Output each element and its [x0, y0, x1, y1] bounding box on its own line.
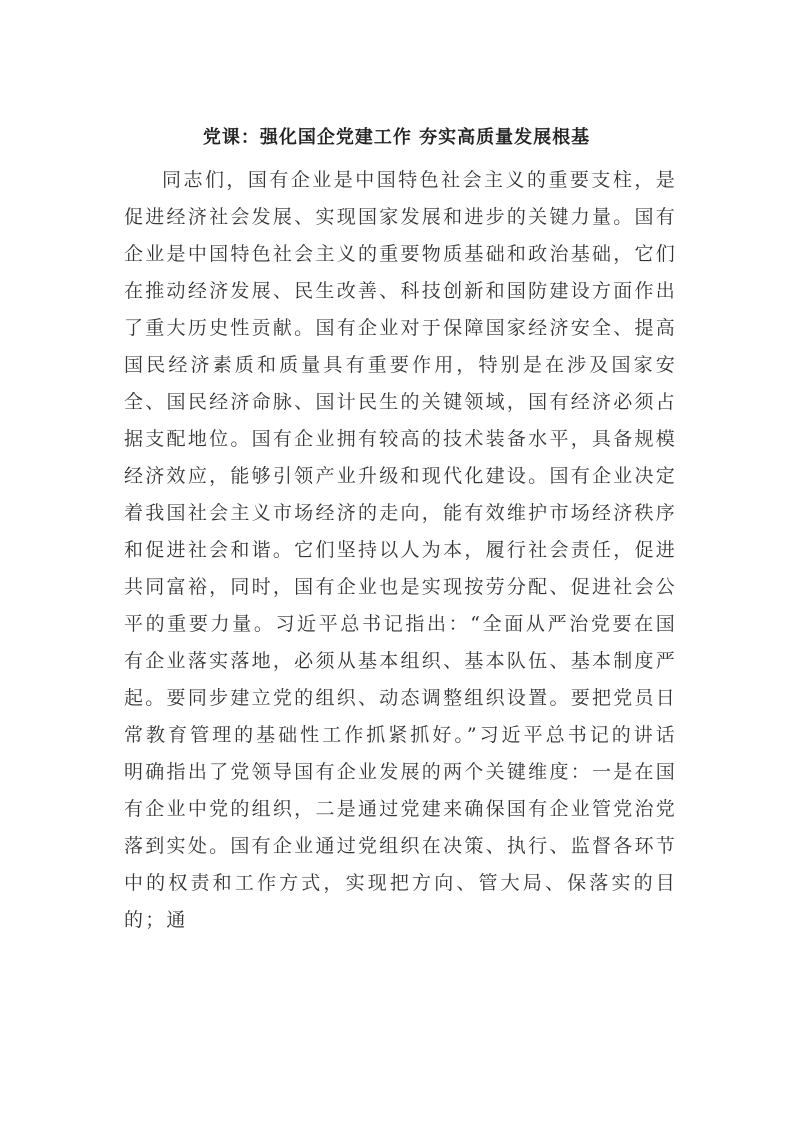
document-title: 党课：强化国企党建工作 夯实高质量发展根基	[202, 127, 591, 148]
body-paragraph: 同志们，国有企业是中国特色社会主义的重要支柱，是促进经济社会发展、实现国家发展和进步的关键力量。国有企业是中国特色社会主义的重要物质基础和政治基础，它们在推动经济发展、民生改善、科技创新和国防建设方面作出了重大历史性贡献。国有企业对于保障国家经济安全、提高国民经济素质和质量具有重要作用，特别是在涉及国家安全、国民经济命脉、国计民生的关键领域，国有经济必须占据支配地位。国有企业拥有较高的技术装备水平，具备规模经济效应，能够引领产业升级和现代化建设。国有企业决定着我国社会主义市场经济的走向，能有效维护市场经济秩序和促进社会和谐。它们坚持以人为本，履行社会责任，促进共同富裕，同时，国有企业也是实现按劳分配、促进社会公平的重要力量。习近平总书记指出：“全面从严治党要在国有企业落实落地，必须从基本组织、基本队伍、基本制度严起。要同步建立党的组织、动态调整组织设置。要把党员日常教育管理的基础性工作抓紧抓好。”习近平总书记的讲话明确指出了党领导国有企业发展的两个关键维度：一是在国有企业中党的组织，二是通过党建来确保国有企业管党治党落到实处。国有企业通过党组织在决策、执行、监督各环节中的权责和工作方式，实现把方向、管大局、保落实的目的；通	[124, 169, 677, 931]
